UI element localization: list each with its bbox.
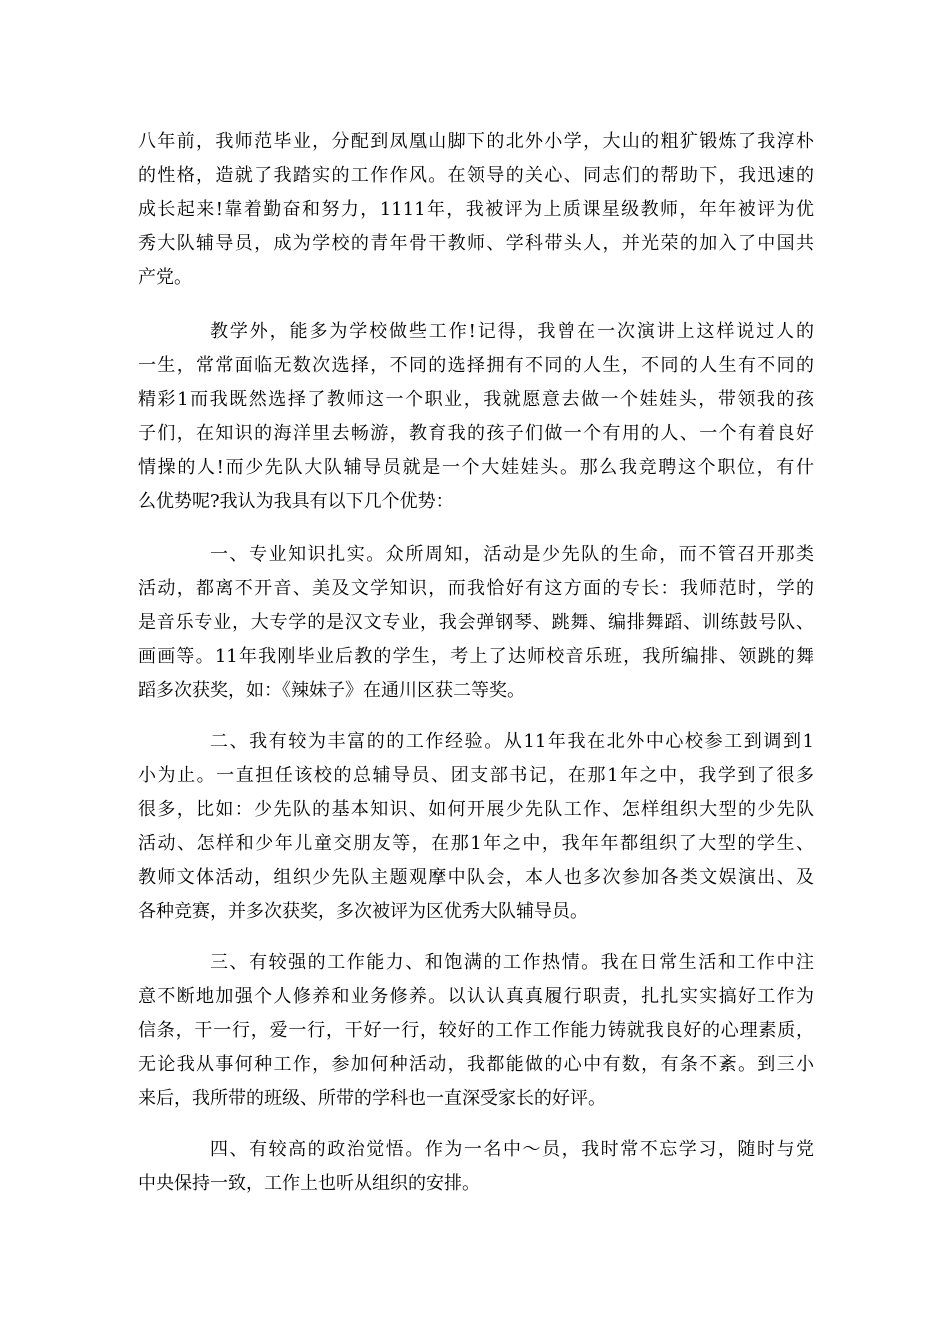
paragraph-line: 意不断地加强个人修养和业务修养。以认认真真履行职责，扎扎实实搞好工作为 bbox=[138, 986, 814, 1007]
paragraph-line: 八年前，我师范毕业，分配到凤凰山脚下的北外小学，大山的粗犷锻炼了我淳朴 bbox=[138, 131, 814, 152]
paragraph-line: 成长起来!靠着勤奋和努力，1111年，我被评为上质课星级教师，年年被评为优 bbox=[138, 199, 814, 220]
paragraph-line: 活动，都离不开音、美及文学知识，而我恰好有这方面的专长：我师范时，学的 bbox=[138, 578, 814, 599]
paragraph-line: 四、有较高的政治觉悟。作为一名中～员，我时常不忘学习，随时与党 bbox=[210, 1139, 814, 1160]
paragraph-line: 无论我从事何种工作，参加何种活动，我都能做的心中有数，有条不紊。到三小 bbox=[138, 1054, 814, 1075]
paragraph-4 bbox=[138, 725, 814, 929]
paragraph-line: 精彩1而我既然选择了教师这一个职业，我就愿意去做一个娃娃头，带领我的孩 bbox=[138, 389, 814, 410]
paragraph-3 bbox=[138, 538, 814, 708]
paragraph-line: 画画等。11年我刚毕业后教的学生，考上了达师校音乐班，我所编排、领跳的舞 bbox=[138, 646, 814, 667]
paragraph-line: 么优势呢?我认为我具有以下几个优势： bbox=[138, 491, 454, 512]
paragraph-line: 来后，我所带的班级、所带的学科也一直深受家长的好评。 bbox=[138, 1088, 606, 1109]
paragraph-line: 子们，在知识的海洋里去畅游，教育我的孩子们做一个有用的人、一个有着良好 bbox=[138, 423, 814, 444]
paragraph-line: 小为止。一直担任该校的总辅导员、团支部书记，在那1年之中，我学到了很多 bbox=[138, 765, 814, 786]
paragraph-1 bbox=[138, 125, 814, 295]
paragraph-5 bbox=[138, 946, 814, 1116]
paragraph-line: 信条，干一行，爱一行，干好一行，较好的工作工作能力铸就我良好的心理素质， bbox=[138, 1020, 814, 1041]
paragraph-line: 很多，比如：少先队的基本知识、如何开展少先队工作、怎样组织大型的少先队 bbox=[138, 799, 814, 820]
paragraph-line: 教师文体活动，组织少先队主题观摩中队会，本人也多次参加各类文娱演出、及 bbox=[138, 867, 814, 888]
paragraph-line: 一、专业知识扎实。众所周知，活动是少先队的生命，而不管召开那类 bbox=[210, 544, 814, 565]
paragraph-line: 秀大队辅导员，成为学校的青年骨干教师、学科带头人，并光荣的加入了中国共 bbox=[138, 233, 814, 254]
paragraph-line: 教学外，能多为学校做些工作!记得，我曾在一次演讲上这样说过人的 bbox=[210, 321, 814, 342]
paragraph-line: 情操的人!而少先队大队辅导员就是一个大娃娃头。那么我竞聘这个职位，有什 bbox=[138, 457, 814, 478]
paragraph-line: 是音乐专业，大专学的是汉文专业，我会弹钢琴、跳舞、编排舞蹈、训练鼓号队、 bbox=[138, 612, 814, 633]
paragraph-line: 中央保持一致，工作上也听从组织的安排。 bbox=[138, 1173, 480, 1194]
paragraph-line: 产党。 bbox=[138, 267, 192, 288]
paragraph-line: 一生，常常面临无数次选择，不同的选择拥有不同的人生，不同的人生有不同的 bbox=[138, 355, 814, 376]
paragraph-line: 二、我有较为丰富的的工作经验。从11年我在北外中心校参工到调到1 bbox=[210, 731, 814, 752]
paragraph-line: 的性格，造就了我踏实的工作作风。在领导的关心、同志们的帮助下，我迅速的 bbox=[138, 165, 814, 186]
paragraph-line: 蹈多次获奖，如：《辣妹子》在通川区获二等奖。 bbox=[138, 680, 525, 701]
paragraph-line: 各种竞赛，并多次获奖，多次被评为区优秀大队辅导员。 bbox=[138, 901, 588, 922]
paragraph-line: 三、有较强的工作能力、和饱满的工作热情。我在日常生活和工作中注 bbox=[210, 952, 814, 973]
paragraph-line: 活动、怎样和少年儿童交朋友等，在那1年之中，我年年都组织了大型的学生、 bbox=[138, 833, 814, 854]
paragraph-2 bbox=[138, 315, 814, 519]
paragraph-6 bbox=[138, 1133, 814, 1201]
